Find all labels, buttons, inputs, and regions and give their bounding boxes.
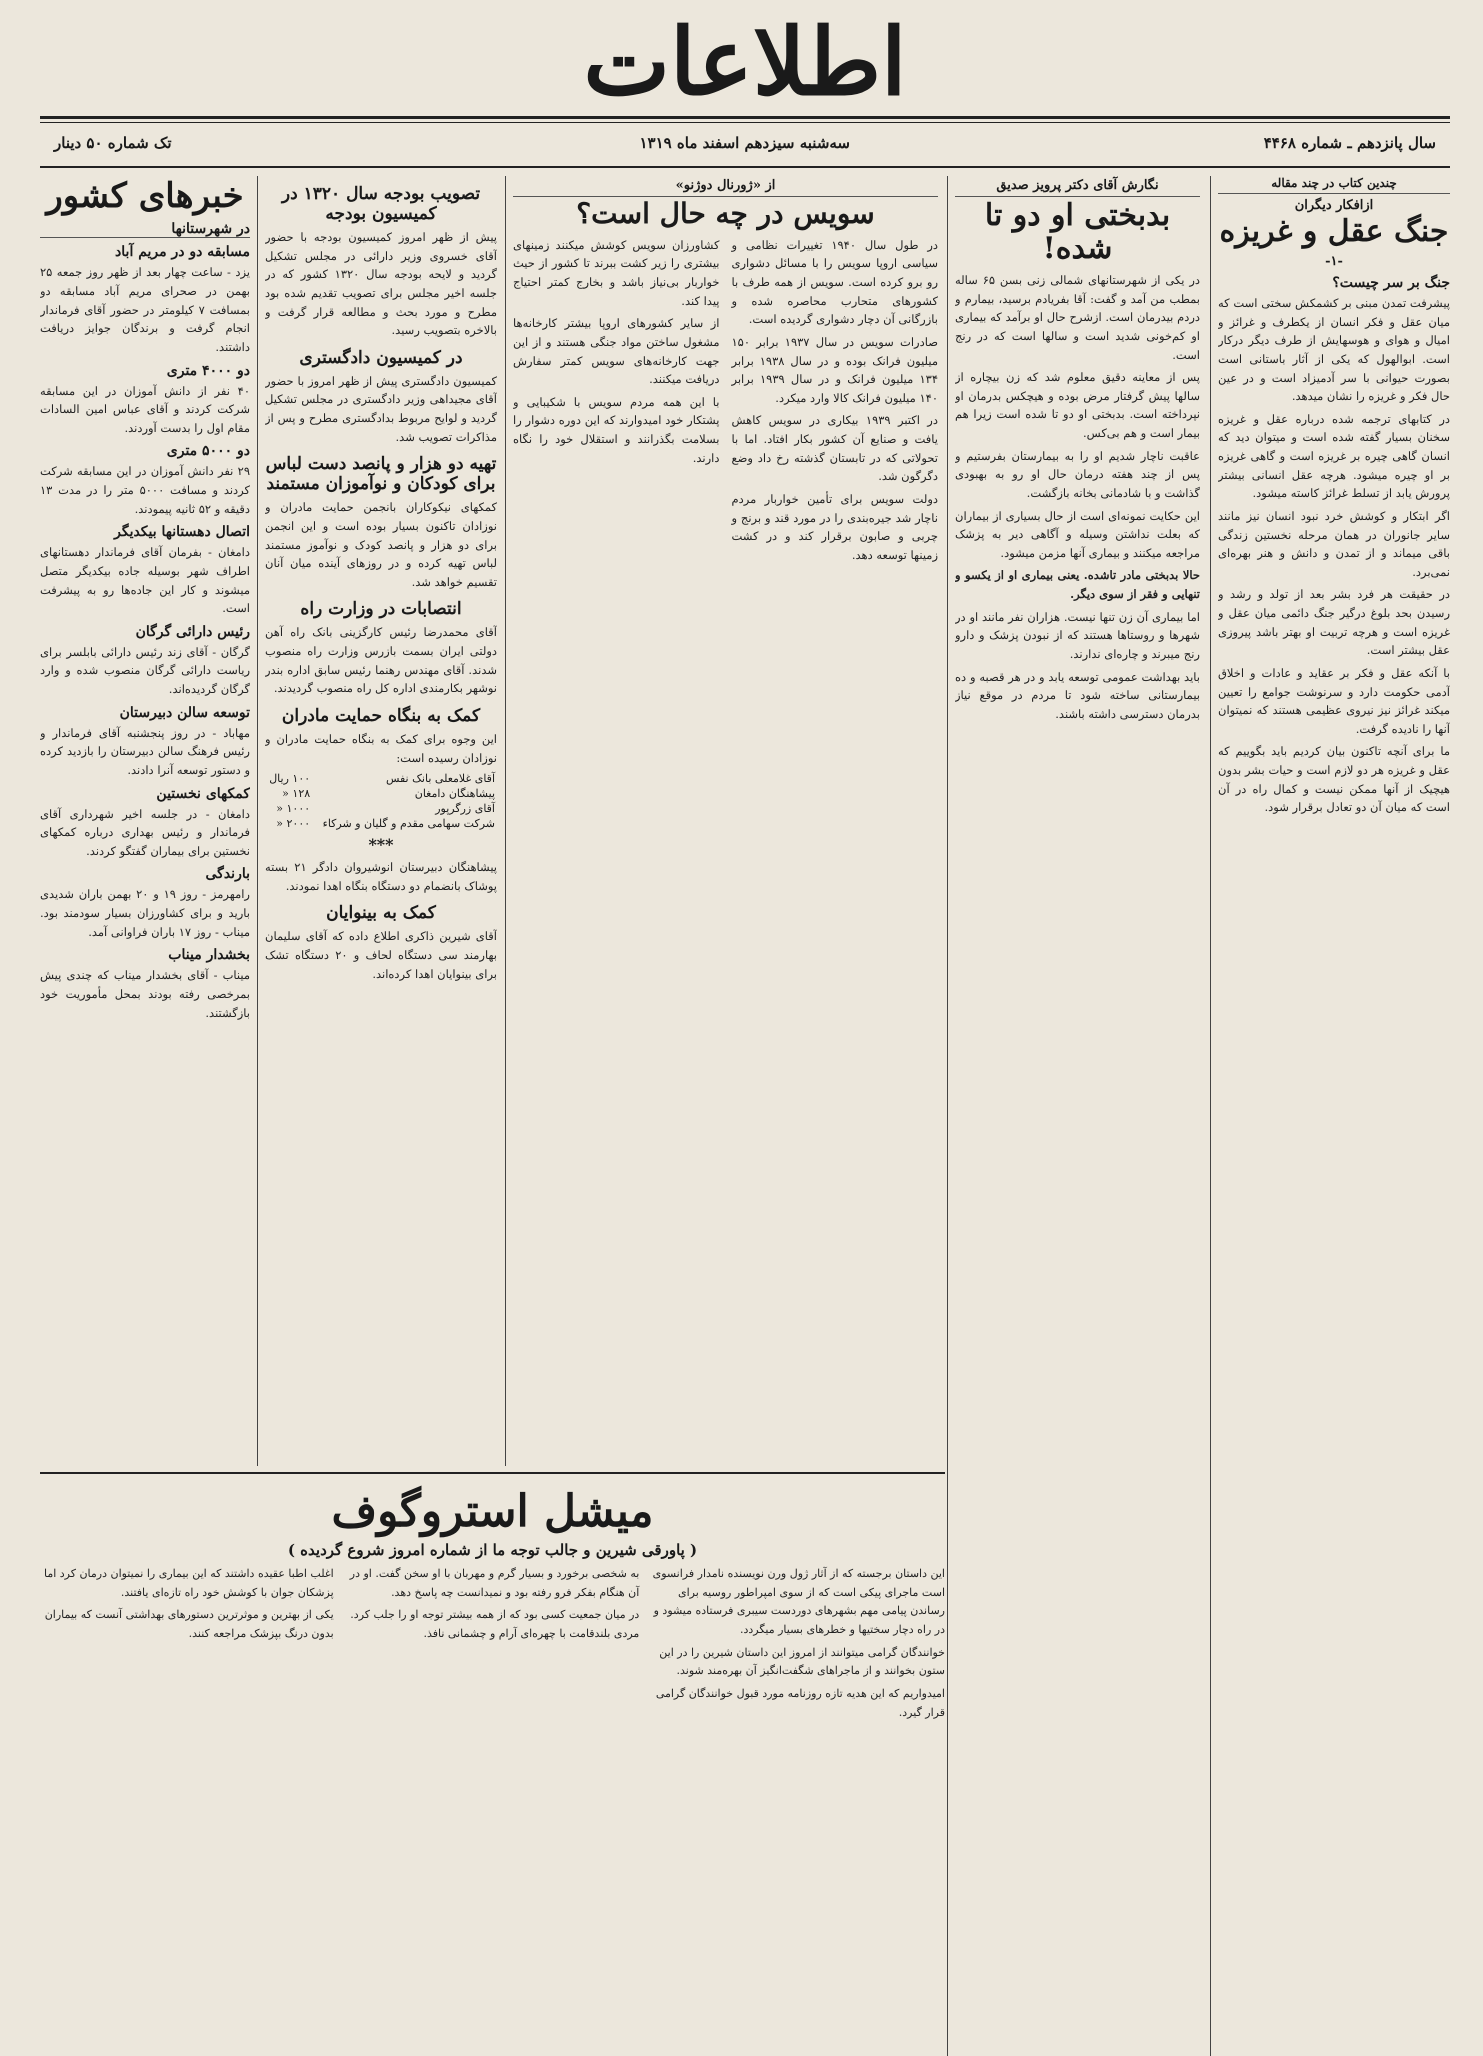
paragraph: پیشرفت تمدن مبنی بر کشمکش سختی است که میان عقل و فکر انسان از یکطرف و غرائز و امیال و هوای و هوسهایش از طرف دیگر درکار است. ابوالهول که یکی از آثار باستانی است بصورت حیوانی با سر آدمیزاد است و در عین حال فکر و غریزه را نشان میدهد. bbox=[1218, 296, 1450, 404]
article-subhead: جنگ بر سر چیست؟ bbox=[1332, 275, 1450, 291]
series-source: ازافکار دیگران bbox=[1294, 198, 1374, 213]
paragraph: این وجوه برای کمک به بنگاه حمایت مادران و نوزادان رسیده است: bbox=[265, 731, 497, 765]
table-row bbox=[265, 786, 497, 801]
column-divider bbox=[947, 176, 948, 2056]
paragraph: حالا بدبختی مادر تاشده. یعنی بیماری او از یکسو و تنهایی و فقر از سوی دیگر. bbox=[955, 568, 1200, 601]
news-item-text: دامغان - در جلسه اخیر شهرداری آقای فرماندار و رئیس بهداری درباره کمکهای نخستین برای بیماران گفتگو کردند. bbox=[40, 806, 250, 858]
news-item-text: رامهرمز - روز ۱۹ و ۲۰ بهمن باران شدیدی بارید و برای کشاورزان بسیار سودمند بود. میناب - روز ۱۷ باران فراوانی آمد. bbox=[40, 887, 250, 939]
paragraph: پیشاهنگان دبیرستان انوشیروان دادگر ۲۱ بسته پوشاک بانضمام دو دستگاه بنگاه اهدا نمودند. bbox=[265, 860, 497, 893]
section-headline: خبرهای کشور bbox=[46, 176, 244, 216]
headline-budget: تصویب بودجه سال ۱۳۲۰ در کمیسیون بودجه bbox=[281, 184, 481, 224]
column-medical-story bbox=[955, 176, 1200, 2056]
paragraph: باید بهداشت عمومی توسعه یابد و در هر قصبه و ده بیمارستانی ساخته شود تا مردم در موقع نیاز بدرمان دسترسی داشته باشند. bbox=[955, 669, 1200, 721]
masthead bbox=[40, 10, 1450, 115]
paragraph: این حکایت نمونه‌ای است از حال بسیاری از بیماران که بعلت نداشتن وسیله و آگاهی دیر به پزشک مراجعه میکنند و بیماری آنها مزمن میشود. bbox=[955, 508, 1200, 560]
dateline bbox=[40, 128, 1450, 162]
paragraph: با این همه مردم سویس با شکیبایی و پشتکار خود امیدوارند که این دوره دشوار را بسلامت بگذرانند و استقلال خود را نگاه دارند. bbox=[513, 394, 720, 465]
newspaper-title: اطلاعات bbox=[583, 8, 907, 116]
paragraph: در میان جمعیت کسی بود که از همه بیشتر توجه او را جلب کرد. مردی بلندقامت با چهره‌ای آرام و چشمانی نافذ. bbox=[350, 1608, 640, 1641]
table-row bbox=[265, 801, 497, 816]
paragraph: از سایر کشورهای اروپا بیشتر کارخانه‌ها مشغول ساختن مواد جنگی هستند و از این جهت کارخانه‌های سویس کمتر سفارش دریافت میکنند. bbox=[513, 316, 720, 387]
donation-amount: ۱۰۰ ریال bbox=[269, 772, 311, 786]
news-item-text: ۲۹ نفر دانش آموزان در این مسابقه شرکت کردند و مسافت ۵۰۰۰ متر را در مدت ۱۳ دقیقه و ۵۲ ثانیه پیمودند. bbox=[40, 464, 250, 516]
masthead-rule bbox=[40, 116, 1450, 119]
paragraph: با آنکه عقل و فکر بر عقاید و عادات و اخلاق آدمی حکومت دارد و سرنوشت جوامع را تعیین میکند غرائز نیز نیروی عظیمی هستند که نمیتوان آنها را نادیده گرفت. bbox=[1218, 665, 1450, 736]
issue-number: سال پانزدهم ـ شماره ۴۴۶۸ bbox=[1263, 134, 1436, 152]
paragraph: یکی از بهترین و موثرترین دستورهای بهداشتی آنست که بیماران بدون درنگ بپزشک مراجعه کنند. bbox=[44, 1608, 334, 1641]
paragraph: در اکتبر ۱۹۳۹ بیکاری در سویس کاهش یافت و صنایع آن کشور بکار افتاد. اما با تحولاتی که در تابستان گذشته رخ داد وضع دگرگون شد. bbox=[731, 413, 938, 484]
issue-date: سه‌شنبه سیزدهم اسفند ماه ۱۳۱۹ bbox=[639, 134, 850, 152]
serial-columns bbox=[40, 1565, 945, 1727]
article-part-number: -۱- bbox=[1325, 254, 1343, 269]
table-row bbox=[265, 771, 497, 786]
news-item-title: دو ۵۰۰۰ متری bbox=[166, 443, 250, 460]
two-column-text bbox=[513, 236, 938, 569]
paragraph: پس از معاینه دقیق معلوم شد که زن بیچاره از سالها پیش گرفتار مرض بوده و هیچکس بدرمان او نپرداخته است. بدبختی او دو تا شده است زیرا هم بیمار است و هم بی‌کس. bbox=[955, 370, 1200, 440]
news-item-title: بارندگی bbox=[205, 866, 250, 883]
article-headline: جنگ عقل و غریزه bbox=[1219, 214, 1449, 249]
paragraph: صادرات سویس در سال ۱۹۳۷ برابر ۱۵۰ میلیون فرانک بوده و در سال ۱۹۳۸ برابر ۱۳۴ میلیون فرانک و در سال ۱۹۳۹ برابر ۱۴۰ میلیون فرانک کالا وارد میکرد. bbox=[731, 334, 938, 405]
paragraph: پیش از ظهر امروز کمیسیون بودجه با حضور آقای خسروی وزیر دارائی در مجلس تشکیل گردید و لایحه بودجه سال ۱۳۲۰ کشور که در جلسه اخیر مجلس برای تصویب تقدیم شده بود مطرح و مورد بحث و مطالعه قرار گرفت و بالاخره بتصویب رسید. bbox=[265, 230, 497, 338]
serial-subtitle: ( پاورقی شیرین و جالب توجه ما از شماره امروز شروع گردیده ) bbox=[287, 1541, 698, 1559]
table-row bbox=[265, 816, 497, 831]
news-item-text: مهاباد - در روز پنجشنبه آقای فرماندار و رئیس فرهنگ سالن دبیرستان را بازدید کرده و دستور توسعه آنرا دادند. bbox=[40, 725, 250, 777]
paragraph: امیدواریم که این هدیه تازه روزنامه مورد قبول خوانندگان گرامی قرار گیرد. bbox=[655, 1687, 945, 1719]
paragraph: به شخصی برخورد و بسیار گرم و مهربان با او سخن گفت. او در آن هنگام بفکر فرو رفته بود و نمیدانست چه پاسخ دهد. bbox=[349, 1567, 640, 1599]
column-domestic-news bbox=[265, 176, 497, 1466]
serial-story-section bbox=[40, 1478, 945, 2038]
paragraph: اگر ابتکار و کوشش خرد نبود انسان نیز مانند سایر جانوران در همان مرحله نخستین زندگی باقی میماند و از تمدن و دانش و هنر بهره‌ای نمی‌برد. bbox=[1218, 508, 1450, 579]
paragraph: اغلب اطبا عقیده داشتند که این بیماری را نمیتوان درمان کرد اما پزشکان جوان با کوشش خود راه تازه‌ای یافتند. bbox=[43, 1567, 334, 1599]
paragraph: در حقیقت هر فرد بشر بعد از تولد و رشد و رسیدن بحد بلوغ درگیر جنگ دائمی میان عقل و غریزه است و هرچه تربیت او بهتر باشد پیروزی عقل بیشتر است. bbox=[1218, 587, 1450, 658]
news-item-text: دامغان - بفرمان آقای فرماندار دهستانهای اطراف شهر بوسیله جاده بیکدیگر متصل میشوند و کار این جاده‌ها رو به پیشرفت است. bbox=[40, 545, 250, 616]
paragraph: در یکی از شهرستانهای شمالی زنی بسن ۶۵ ساله بمطب من آمد و گفت: آقا بفریادم برسید، بیمارم و دردم بیدرمان است. ازشرح حال او برآمد که بیماری او کم‌خونی شدید است و سالها است که در رنج است. bbox=[955, 273, 1200, 362]
paragraph: آقای شیرین ذاکری اطلاع داده که آقای سلیمان بهارمند سی دستگاه لحاف و ۲۰ دستگاه تشک برای بینوایان اهدا کرده‌اند. bbox=[265, 929, 497, 981]
donation-amount: ۱۲۸ « bbox=[282, 787, 311, 801]
paragraph: خوانندگان گرامی میتوانند از امروز این داستان شیرین را در این ستون بخوانند و از ماجراهای شگفت‌انگیز آن بهره‌مند شوند. bbox=[659, 1645, 945, 1678]
column-divider bbox=[505, 176, 506, 1466]
series-kicker: چندین کتاب در چند مقاله bbox=[1218, 176, 1450, 194]
paragraph: این داستان برجسته که از آثار ژول ورن نویسنده نامدار فرانسوی است ماجرای پیکی است که از سوی امپراطور روسیه برای رساندن پیامی مهم بشهرهای دوردست سیبری فرستاده میشود و در راه دچار سختیها و خطرهای بسیار میگردد. bbox=[652, 1567, 945, 1637]
column-reason-vs-instinct bbox=[1218, 176, 1450, 2056]
paragraph: کمکهای نیکوکاران بانجمن حمایت مادران و نوزادان تاکنون بسیار بوده است و این انجمن برای دو هزار و پانصد کودک و نوآموز مستمند لباس تهیه کرده و در روزهای آینده میان آنان تقسیم خواهد شد. bbox=[265, 500, 497, 589]
donor-name: شرکت سهامی مقدم و گلیان و شرکاء bbox=[322, 817, 495, 831]
headline-appointments: انتصابات در وزارت راه bbox=[300, 599, 462, 620]
issue-price: تک شماره ۵۰ دینار bbox=[54, 134, 172, 152]
donation-amount: ۱۰۰۰ « bbox=[276, 802, 311, 816]
article-source: از «ژورنال دوژنو» bbox=[513, 178, 938, 197]
donor-name: پیشاهنگان دامغان bbox=[414, 787, 495, 801]
news-item-title: رئیس دارائی گرگان bbox=[135, 623, 250, 640]
news-item-title: توسعه سالن دبیرستان bbox=[119, 704, 250, 721]
column-divider bbox=[257, 176, 258, 1466]
news-item-title: مسابقه دو در مریم آباد bbox=[115, 244, 250, 261]
headline-clothing: تهیه دو هزار و پانصد دست لباس برای کودکان و نوآموزان مستمند bbox=[265, 454, 497, 495]
paragraph: اما بیماری آن زن تنها نیست. هزاران نفر مانند او در شهرها و روستاها هستند که از نبودن پزشک و دارو رنج میبرند و چاره‌ای ندارند. bbox=[955, 609, 1200, 661]
paragraph: آقای محمدرضا رئیس کارگزینی بانک راه آهن دولتی ایران بسمت بازرس وزارت راه منصوب شدند. آقای مهندس رهنما رئیس سابق اداره بندر نوشهر بکارمندی اداره کل راه منصوب گردیدند. bbox=[265, 625, 497, 696]
column-switzerland bbox=[513, 176, 938, 1466]
news-item-text: گرگان - آقای زند رئیس دارائی بابلسر برای ریاست دارائی گرگان منصوب شده و وارد گرگان گردیده‌اند. bbox=[40, 644, 250, 697]
section-subhead: در شهرستانها bbox=[40, 221, 250, 238]
column-divider bbox=[1210, 176, 1211, 2056]
news-item-title: بخشدار میناب bbox=[168, 947, 250, 964]
section-rule bbox=[40, 1472, 945, 1474]
dateline-rule bbox=[40, 166, 1450, 168]
article-headline: بدبختی او دو تا شده! bbox=[984, 198, 1171, 266]
column-provinces bbox=[40, 176, 250, 1466]
paragraph: کمیسیون دادگستری پیش از ظهر امروز با حضور آقای مجیداهی وزیر دادگستری در مجلس تشکیل گردید و لوایح مربوط بدادگستری مطرح و پس از مذاکرات تصویب شد. bbox=[265, 373, 497, 444]
news-item-title: کمکهای نخستین bbox=[156, 785, 250, 802]
news-item-title: اتصال دهستانها بیکدیگر bbox=[114, 524, 250, 541]
paragraph: دولت سویس برای تأمین خواربار مردم ناچار شد جیره‌بندی را در مورد قند و برنج و چربی و صابون برقرار کند و در کشت زمینها توسعه دهد. bbox=[731, 491, 938, 562]
donation-table bbox=[265, 771, 497, 831]
news-item-text: میناب - آقای بخشدار میناب که چندی پیش بمرخصی رفته بودند بمحل مأموریت خود بازگشتند. bbox=[40, 968, 250, 1020]
serial-title: میشل استروگوف bbox=[331, 1486, 654, 1537]
paragraph: کشاورزان سویس کوشش میکنند زمینهای بیشتری را زیر کشت ببرند تا کشور از حیث خواربار بی‌نیاز باشد و بخارج کمتر احتیاج پیدا کند. bbox=[513, 237, 720, 308]
headline-charity: کمک به بینوایان bbox=[326, 903, 436, 924]
headline-donations: کمک به بنگاه حمایت مادران bbox=[281, 705, 481, 726]
separator-stars: *** bbox=[368, 835, 394, 855]
donation-amount: ۲۰۰۰ « bbox=[276, 817, 311, 831]
headline-justice: در کمیسیون دادگستری bbox=[299, 347, 463, 368]
news-item-title: دو ۴۰۰۰ متری bbox=[166, 362, 250, 379]
donor-name: آقای زرگرپور bbox=[435, 802, 495, 816]
paragraph: در طول سال ۱۹۴۰ تغییرات نظامی و سیاسی اروپا سویس را با مسائل دشواری رو برو کرده است. سویس از همه طرف با کشورهای متحارب محاصره شده و بازرگانی آن دچار دشواری گردیده است. bbox=[731, 237, 938, 327]
article-byline: نگارش آقای دکتر پرویز صدیق bbox=[955, 178, 1200, 197]
news-item-text: یزد - ساعت چهار بعد از ظهر روز جمعه ۲۵ بهمن در صحرای مریم آباد مسابقه دو بمسافت ۷ کیلومتر در حضور آقای فرماندار انجام گرفت و برندگان جوایز دریافت داشتند. bbox=[40, 265, 250, 354]
donor-name: آقای غلامعلی بانک نفس bbox=[385, 772, 495, 786]
article-headline: سویس در چه حال است؟ bbox=[576, 197, 875, 230]
paragraph: ما برای آنچه تاکنون بیان کردیم باید بگوییم که عقل و غریزه هر دو لازم است و حیات بشر بدون هیچیک از آنها ممکن نیست و کمال راه در آن است که میان آن دو تعادل برقرار شود. bbox=[1218, 744, 1450, 815]
masthead-rule-thin bbox=[40, 122, 1450, 123]
paragraph: عاقبت ناچار شدیم او را به بیمارستان بفرستیم و پس از چند هفته درمان حال او رو به بهبودی گذاشت و با شادمانی بخانه بازگشت. bbox=[955, 448, 1200, 500]
paragraph: در کتابهای ترجمه شده درباره عقل و غریزه سخنان بسیار گفته شده است و میتوان دید که انسان گاهی چیره بر غریزه است و گاهی غریزه بر او چیره میشود. هرچه عقل انسانی بیشتر پرورش یابد از تسلط غرائز کاسته میشود. bbox=[1218, 411, 1450, 501]
news-item-text: ۴۰ نفر از دانش آموزان در این مسابقه شرکت کردند و آقای عباس امین السادات مقام اول را بدست آوردند. bbox=[40, 383, 250, 435]
